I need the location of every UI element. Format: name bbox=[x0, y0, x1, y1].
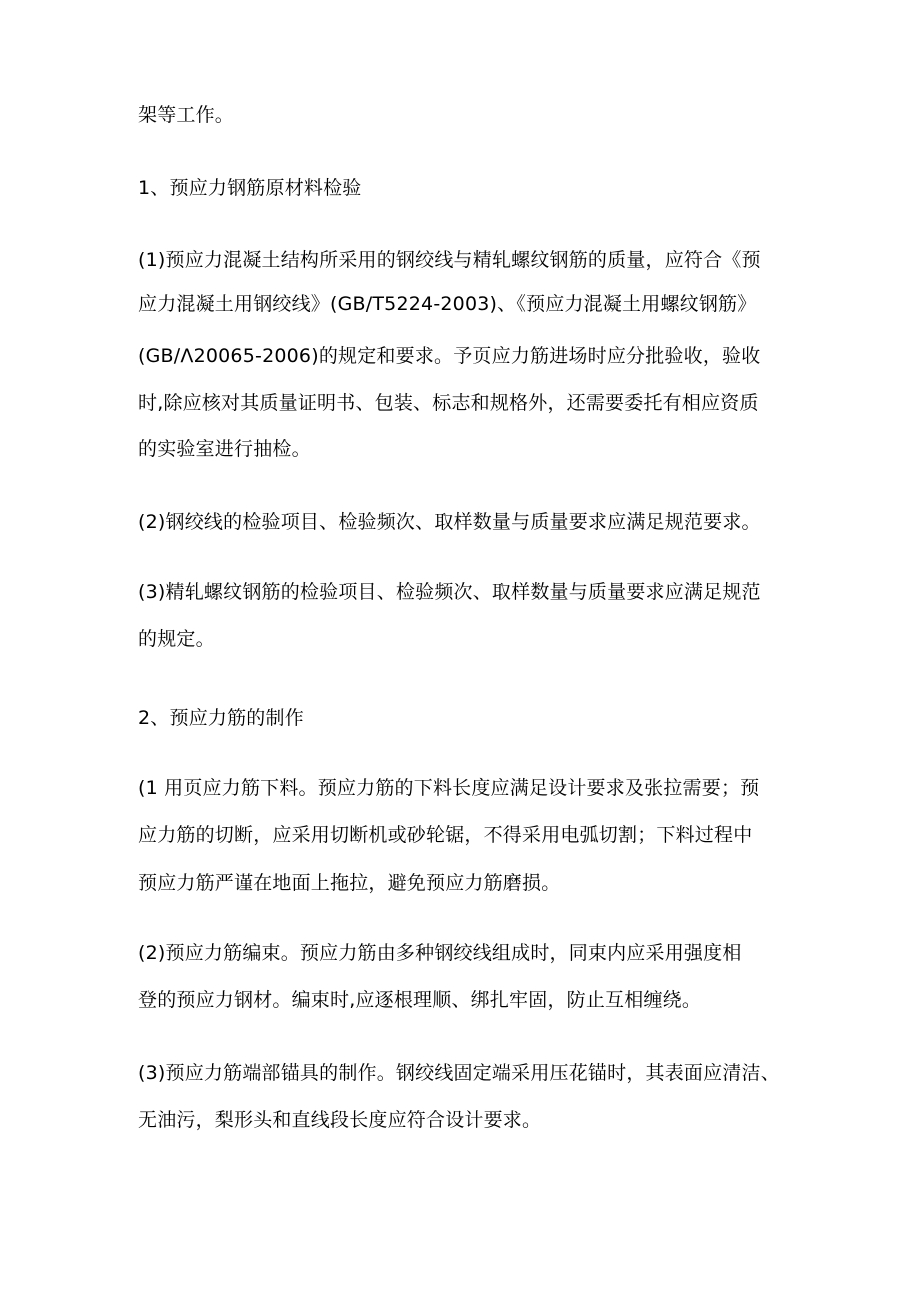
paragraph-line: 预应力筋严谨在地面上拖拉，避免预应力筋磨损。 bbox=[138, 872, 561, 894]
paragraph-line: 登的预应力钢材。编束时,应逐根理顺、绑扎牢固，防止互相缠绕。 bbox=[138, 989, 702, 1011]
paragraph-line: 的规定。 bbox=[138, 628, 215, 650]
paragraph-line: 的实验室进行抽检。 bbox=[138, 438, 311, 460]
paragraph-line: 无油污，梨形头和直线段长度应符合设计要求。 bbox=[138, 1109, 542, 1131]
paragraph-line: (1)预应力混凝土结构所采用的钢绞线与精轧螺纹钢筋的质量，应符合《预 bbox=[138, 249, 761, 271]
paragraph-line: (2)钢绞线的检验项目、检验频次、取样数量与质量要求应满足规范要求。 bbox=[138, 511, 761, 533]
continuation-line: 架等工作。 bbox=[138, 104, 235, 126]
paragraph-line: (3)预应力筋端部锚具的制作。钢绞线固定端采用压花锚时，其表面应清洁、 bbox=[138, 1062, 780, 1084]
paragraph-line: (2)预应力筋编束。预应力筋由多种钢绞线组成时，同束内应采用强度相 bbox=[138, 942, 742, 964]
paragraph-line: (3)精轧螺纹钢筋的检验项目、检验频次、取样数量与质量要求应满足规范 bbox=[138, 581, 761, 603]
paragraph-line: (GB∕Λ20065-2006)的规定和要求。予页应力筋进场时应分批验收，验收 bbox=[138, 345, 761, 367]
paragraph-line: 应力混凝土用钢绞线》(GB/T5224-2003)、《预应力混凝土用螺纹钢筋》 bbox=[138, 293, 757, 315]
section-heading-2: 2、预应力筋的制作 bbox=[138, 707, 304, 729]
paragraph-line: 应力筋的切断，应采用切断机或砂轮锯，不得采用电弧切割；下料过程中 bbox=[138, 824, 753, 846]
paragraph-line: 时,除应核对其质量证明书、包装、标志和规格外，还需要委托有相应资质 bbox=[138, 392, 759, 414]
paragraph-line: (1 用页应力筋下料。预应力筋的下料长度应满足设计要求及张拉需要；预 bbox=[138, 777, 760, 799]
section-heading-1: 1、预应力钢筋原材料检验 bbox=[138, 177, 362, 199]
